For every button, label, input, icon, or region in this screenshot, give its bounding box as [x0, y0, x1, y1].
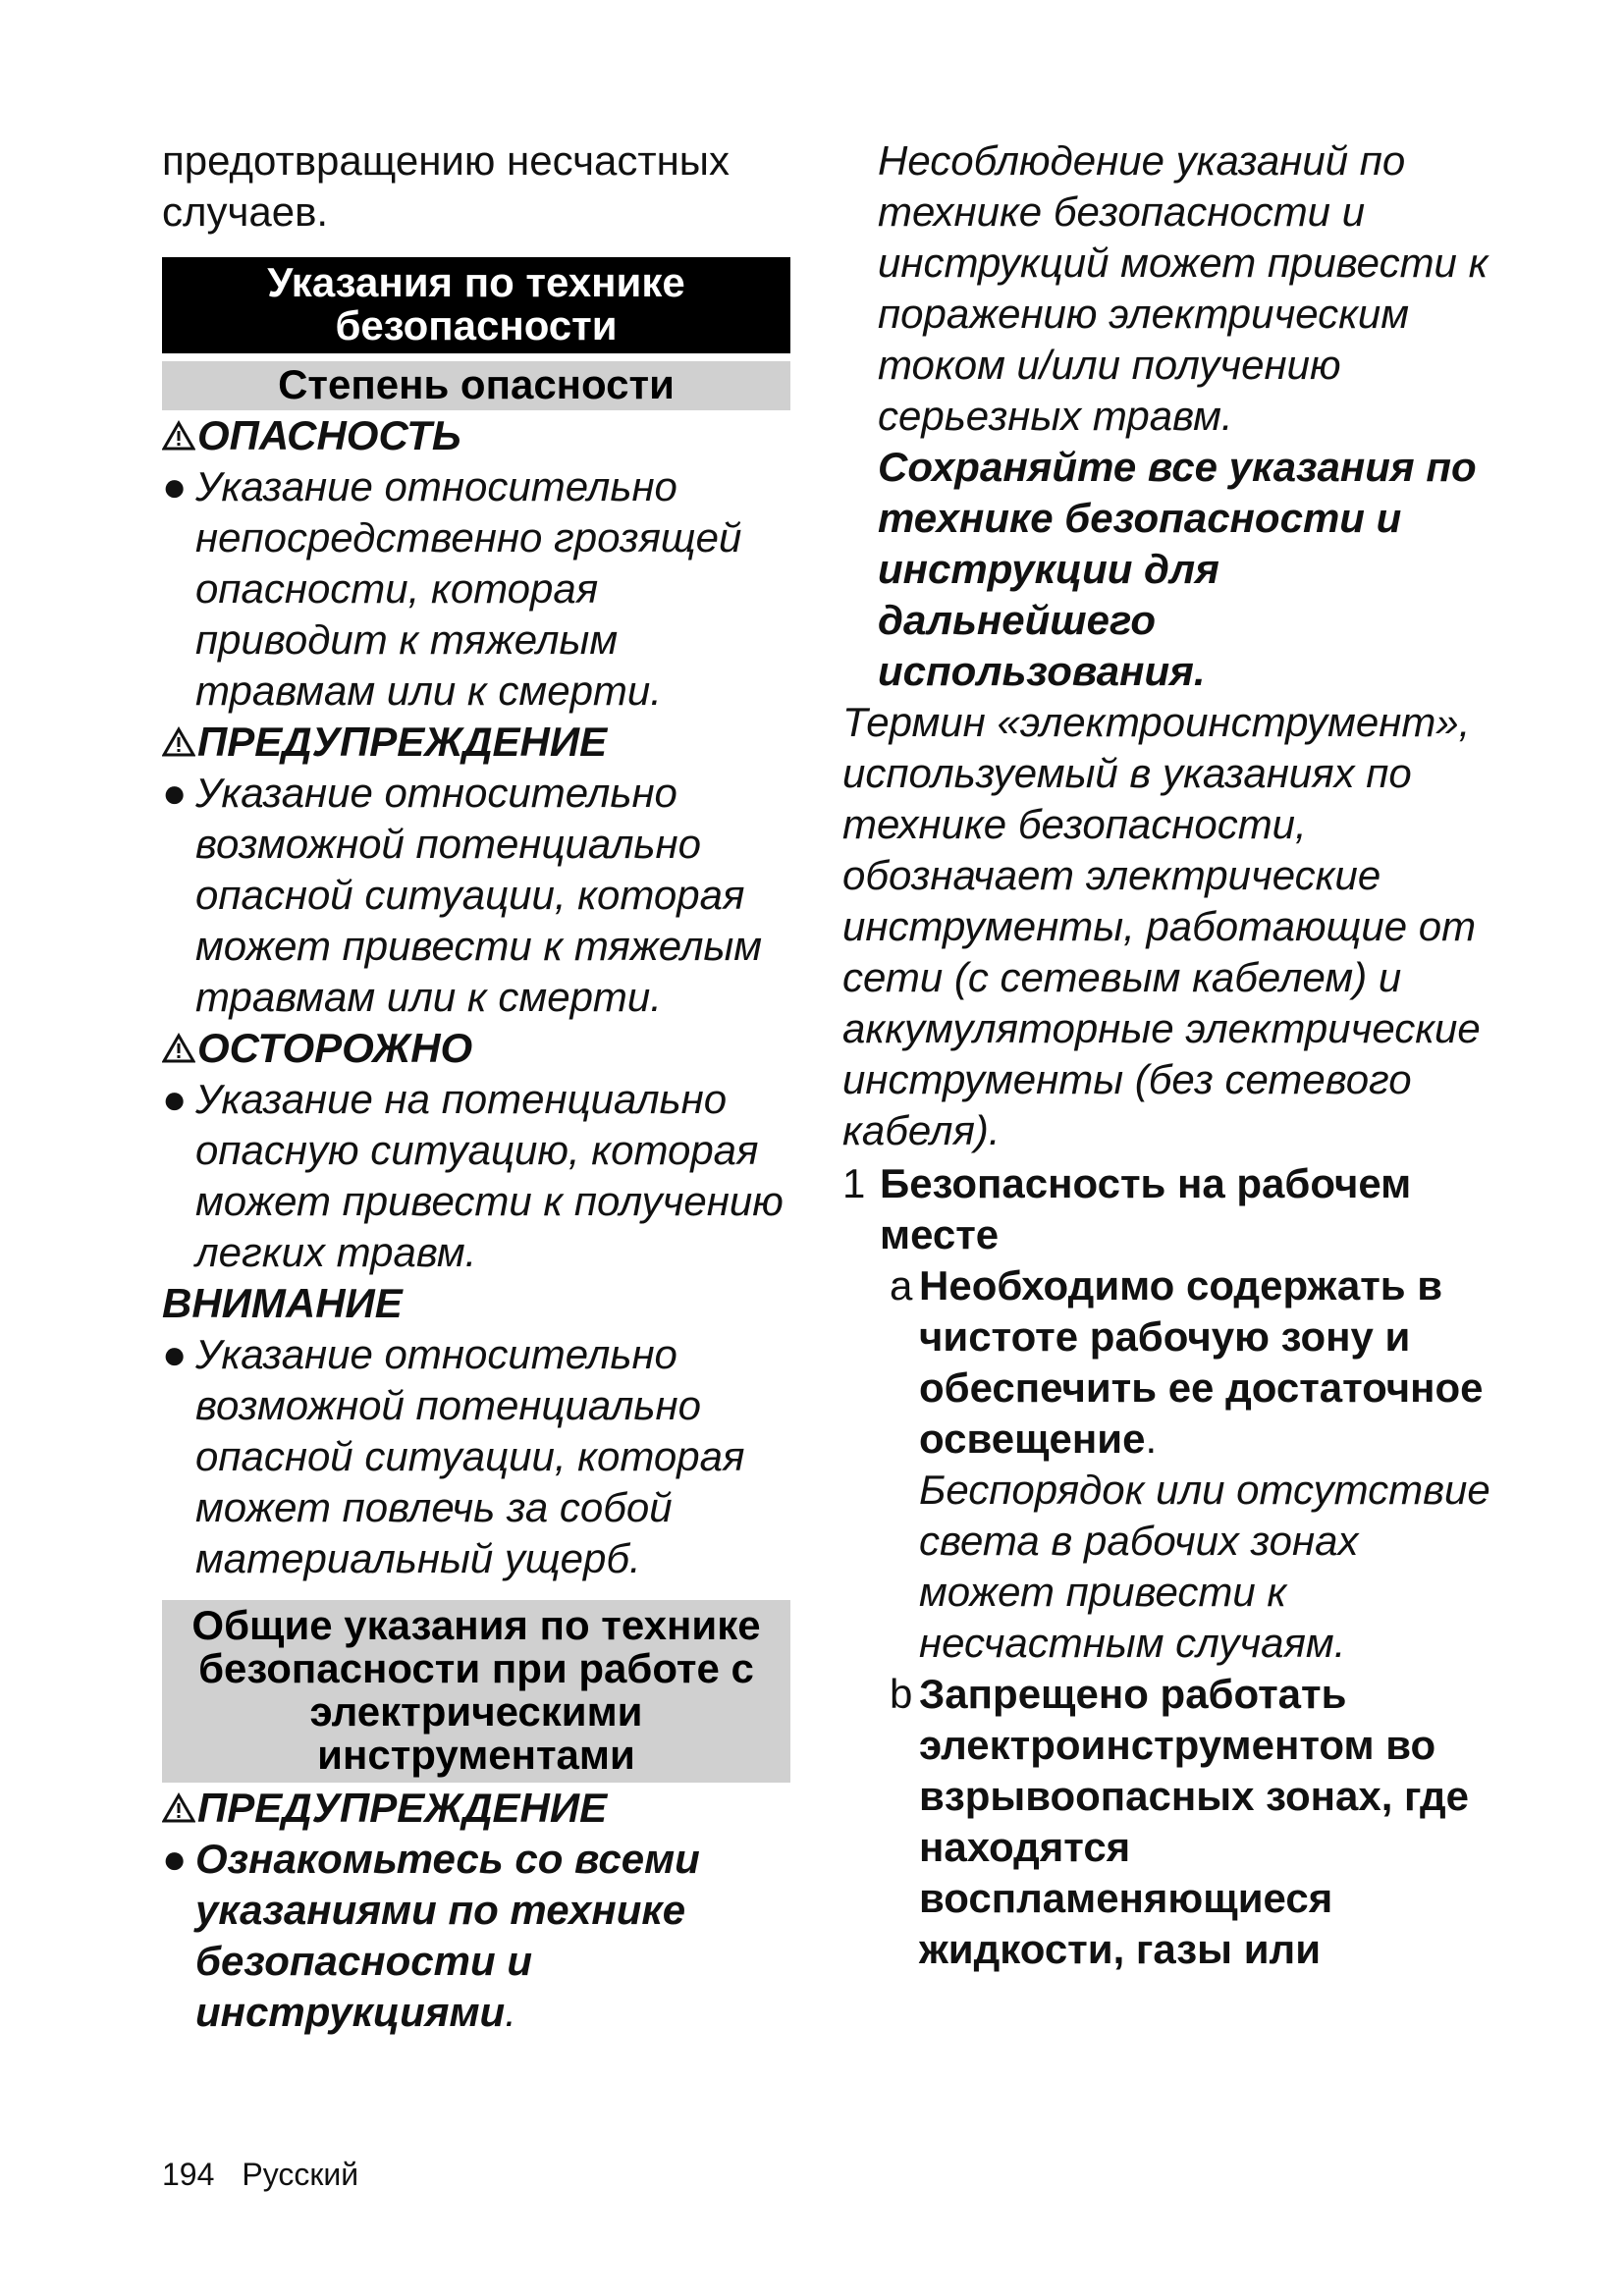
attention-text: Указание относительно возможной потенциально опасной ситуации, которая может повлечь за собой материальный ущерб. — [195, 1331, 745, 1581]
item-1 — [842, 1158, 1490, 1260]
bullet-dot: ● — [162, 463, 188, 509]
item-1a-period: . — [1145, 1415, 1158, 1462]
warning-triangle-icon — [162, 726, 195, 758]
bullet-dot: ● — [162, 770, 188, 816]
footer-language: Русский — [242, 2157, 359, 2192]
intro-text: предотвращению несчастных случаев. — [162, 137, 730, 235]
general-section-title: Общие указания по технике безопасности при работе с электрическими инструментами — [162, 1600, 790, 1783]
page-number: 194 — [162, 2157, 215, 2192]
attention-heading — [162, 1278, 790, 1329]
caution-heading — [162, 1023, 790, 1074]
general-warning-text-wrap — [195, 1834, 790, 2038]
warning-bullet — [162, 768, 790, 1023]
danger-text: Указание относительно непосредственно грозящей опасности, которая приводит к тяжелым травмам или к смерти. — [195, 463, 742, 714]
continued-italic: Несоблюдение указаний по технике безопасности и инструкций может привести к поражению электрическим током и/или получению серьезных травм. — [878, 137, 1489, 439]
item-1a-title-wrap — [919, 1260, 1490, 1465]
item-1a-text: Беспорядок или отсутствие света в рабочих зонах может привести к несчастным случаям. — [919, 1467, 1490, 1666]
page-footer — [162, 2155, 386, 2194]
caution-text: Указание на потенциально опасную ситуацию, которая может привести к получению легких травм. — [195, 1076, 784, 1275]
warning-heading — [162, 717, 790, 768]
danger-bullet — [162, 461, 790, 717]
item-1b-letter: b — [890, 1671, 913, 1717]
subsection-title: Степень опасности — [162, 361, 790, 410]
term-definition: Термин «электроинструмент», используемый в указаниях по технике безопасности, обозначает электрические инструменты, работающие от сети (с сетевым кабелем) и аккумуляторные электрические инструменты (без сетевого кабеля). — [842, 699, 1481, 1153]
item-1-number: 1 — [842, 1160, 866, 1206]
general-warning-heading — [162, 1783, 790, 1834]
general-warning-text: Ознакомьтесь со всеми указаниями по технике безопасности и инструкциями — [195, 1836, 700, 2035]
attention-bullet — [162, 1329, 790, 1584]
caution-heading-label: ОСТОРОЖНО — [197, 1025, 473, 1071]
warning-triangle-icon — [162, 1792, 195, 1824]
item-1b-title: Запрещено работать электроинструментом во взрывоопасных зонах, где находятся воспламеняющиеся жидкости, газы или — [919, 1671, 1469, 1972]
warning-triangle-icon — [162, 420, 195, 452]
item-1b — [842, 1669, 1490, 1975]
section-title: Указания по технике безопасности — [162, 257, 790, 353]
caution-bullet — [162, 1074, 790, 1278]
left-column — [162, 135, 790, 2038]
item-1-title: Безопасность на рабочем месте — [880, 1160, 1412, 1257]
continued-bold: Сохраняйте все указания по технике безопасности и инструкции для дальнейшего использования. — [878, 444, 1477, 694]
item-1a-title: Необходимо содержать в чистоте рабочую зону и обеспечить ее достаточное освещение — [919, 1262, 1484, 1462]
general-warning-period: . — [505, 1989, 516, 2035]
right-column — [842, 135, 1490, 1975]
bullet-dot: ● — [162, 1076, 188, 1122]
general-warning-heading-label: ПРЕДУПРЕЖДЕНИЕ — [197, 1785, 608, 1831]
warning-heading-label: ПРЕДУПРЕЖДЕНИЕ — [197, 719, 608, 765]
bullet-dot: ● — [162, 1836, 188, 1882]
continued-warning-text — [842, 135, 1490, 697]
item-1a — [842, 1260, 1490, 1465]
warning-triangle-icon — [162, 1033, 195, 1064]
warning-text: Указание относительно возможной потенциально опасной ситуации, которая может привести к тяжелым травмам или к смерти. — [195, 770, 763, 1020]
bullet-dot: ● — [162, 1331, 188, 1377]
item-1a-letter: a — [890, 1262, 913, 1308]
danger-heading — [162, 410, 790, 461]
general-warning-bullet — [162, 1834, 790, 2038]
attention-heading-label: ВНИМАНИЕ — [162, 1280, 403, 1326]
danger-heading-label: ОПАСНОСТЬ — [197, 412, 461, 458]
